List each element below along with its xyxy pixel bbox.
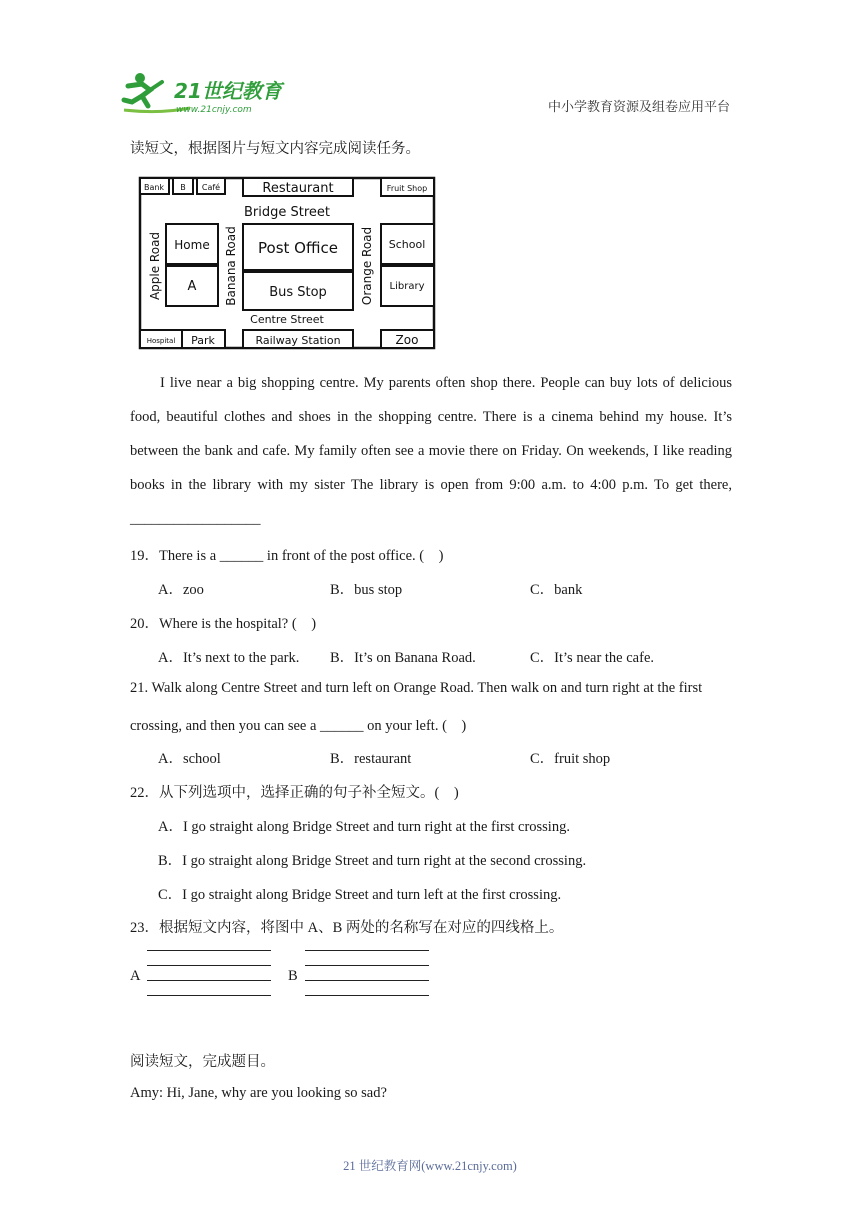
map-label-hospital: Hospital	[146, 337, 176, 345]
site-logo	[120, 68, 288, 118]
map-label-apple-road: Apple Road	[148, 231, 162, 301]
question-20: 20．Where is the hospital? ( )	[130, 616, 317, 632]
q23-label-a: A	[130, 968, 141, 984]
map-label-centre-street: Centre Street	[250, 313, 324, 326]
q22-option-a[interactable]: A．I go straight along Bridge Street and turn right at the first crossing.	[158, 819, 570, 835]
question-23: 23．根据短文内容，将图中 A、B 两处的名称写在对应的四线格上。	[130, 920, 564, 936]
q20-option-b[interactable]: B．It’s on Banana Road.	[330, 650, 476, 666]
question-21-line2: crossing, and then you can see a ______ on your left. ( )	[130, 718, 467, 734]
q22-option-b[interactable]: B．I go straight along Bridge Street and turn right at the second crossing.	[158, 853, 587, 869]
map-label-bus-stop: Bus Stop	[269, 285, 327, 300]
q21-option-a[interactable]: A．school	[158, 751, 221, 767]
map-label-library: Library	[389, 281, 425, 292]
q23-label-b: B	[288, 968, 298, 984]
q19-option-a[interactable]: A．zoo	[158, 582, 204, 598]
map-label-bridge-street: Bridge Street	[243, 205, 331, 220]
map-label-cafe: Café	[201, 183, 221, 192]
reading-passage: I live near a big shopping centre. My parents often shop there. People can buy lots of delicious food, beautiful clothes and shoes in the shopping centre. There is a cinema behind my house. It’s between the bank and cafe. My family often see a movie there on Friday. On weekends, I like reading books in the library with my sister The library is open from 9:00 a.m. to 4:00 p.m. To get there, __________________	[130, 375, 732, 527]
map-label-home: Home	[174, 238, 210, 252]
q21-option-b[interactable]: B．restaurant	[330, 751, 412, 767]
map-label-railway-station: Railway Station	[255, 334, 341, 347]
map-label-orange-road: Orange Road	[360, 226, 374, 306]
street-map	[137, 172, 437, 354]
map-label-park: Park	[191, 334, 215, 347]
page-footer: 21 世纪教育网(www.21cnjy.com)	[343, 1159, 517, 1173]
map-label-a: A	[187, 279, 197, 294]
map-label-school: School	[388, 238, 426, 251]
q20-option-a[interactable]: A．It’s next to the park.	[158, 650, 300, 666]
question-21-line1: 21. Walk along Centre Street and turn left on Orange Road. Then walk on and turn right at the first	[130, 680, 703, 696]
q19-option-c[interactable]: C．bank	[530, 582, 583, 598]
q20-option-c[interactable]: C．It’s near the cafe.	[530, 650, 655, 666]
q23-answer-b-lines[interactable]	[305, 950, 429, 996]
q22-option-c[interactable]: C．I go straight along Bridge Street and turn left at the first crossing.	[158, 887, 562, 903]
map-label-banana-road: Banana Road	[224, 226, 238, 306]
map-label-restaurant: Restaurant	[262, 181, 334, 196]
logo-url: www.21cnjy.com	[176, 105, 252, 115]
map-label-fruit-shop: Fruit Shop	[386, 184, 428, 193]
dialogue-line-1: Amy: Hi, Jane, why are you looking so sad?	[130, 1085, 387, 1101]
platform-title: 中小学教育资源及组卷应用平台	[547, 100, 730, 115]
question-22: 22．从下列选项中，选择正确的句子补全短文。( )	[130, 785, 459, 801]
map-label-bank: Bank	[143, 183, 165, 192]
map-label-zoo: Zoo	[395, 333, 419, 347]
map-label-b: B	[180, 183, 186, 192]
q21-option-c[interactable]: C．fruit shop	[530, 751, 611, 767]
q19-option-b[interactable]: B．bus stop	[330, 582, 403, 598]
section-instruction: 读短文，根据图片与短文内容完成阅读任务。	[130, 141, 420, 157]
q23-answer-a-lines[interactable]	[147, 950, 271, 996]
question-19: 19．There is a ______ in front of the post office. ( )	[130, 548, 444, 564]
map-label-post-office: Post Office	[258, 239, 338, 257]
section2-instruction: 阅读短文，完成题目。	[130, 1054, 275, 1070]
logo-text: 21世纪教育	[174, 79, 282, 103]
